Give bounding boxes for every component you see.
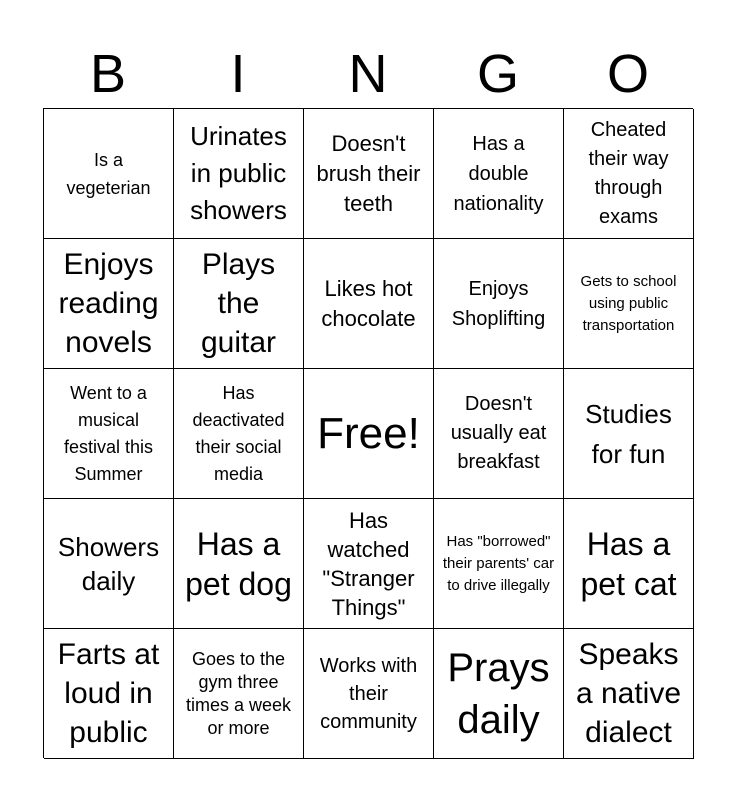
cell-text: Prays daily [447, 645, 550, 742]
cell-text: Farts at loud in public [57, 638, 160, 749]
cell-text: Has "borrowed" their parents' car to drive illegally [442, 532, 555, 594]
bingo-cell[interactable] [564, 239, 694, 369]
free-space[interactable] [304, 369, 434, 499]
bingo-cell[interactable] [304, 499, 434, 629]
bingo-board [43, 108, 693, 758]
cell-text: Gets to school using public transportation [580, 272, 677, 334]
bingo-cell[interactable] [174, 629, 304, 759]
bingo-cell[interactable] [174, 239, 304, 369]
cell-text: Likes hot chocolate [321, 275, 416, 331]
header-letter-o: O [606, 44, 649, 104]
bingo-cell[interactable] [564, 499, 694, 629]
cell-text: Enjoys reading novels [58, 248, 159, 359]
cell-text: Studies for fun [585, 398, 672, 469]
cell-text: Cheated their way through exams [588, 118, 669, 228]
bingo-cell[interactable] [44, 369, 174, 499]
bingo-cell[interactable] [174, 369, 304, 499]
cell-text: Speaks a native dialect [575, 638, 682, 749]
bingo-cell[interactable] [434, 499, 564, 629]
bingo-cell[interactable] [564, 369, 694, 499]
cell-text: Works with their community [319, 654, 418, 733]
cell-text: Enjoys Shoplifting [451, 277, 546, 330]
cell-text: Doesn't brush their teeth [316, 130, 421, 216]
cell-text: Has a pet dog [185, 525, 292, 602]
bingo-cell[interactable] [304, 629, 434, 759]
cell-text: Plays the guitar [200, 248, 277, 359]
bingo-cell[interactable] [44, 239, 174, 369]
bingo-cell[interactable] [304, 239, 434, 369]
bingo-cell[interactable] [564, 629, 694, 759]
bingo-cell[interactable] [44, 629, 174, 759]
header-letter-n: N [348, 44, 388, 104]
bingo-cell[interactable] [434, 109, 564, 239]
cell-text: Has a pet cat [580, 525, 677, 602]
bingo-cell[interactable] [564, 109, 694, 239]
header-letter-i: I [230, 44, 246, 104]
bingo-cell[interactable] [434, 239, 564, 369]
bingo-cell[interactable] [174, 499, 304, 629]
cell-text: Urinates in public showers [190, 121, 287, 225]
bingo-header [43, 40, 693, 108]
bingo-cell[interactable] [434, 369, 564, 499]
header-letter-g: G [476, 44, 519, 104]
header-letter-b: B [89, 44, 127, 104]
cell-text: Is a vegeterian [66, 149, 151, 198]
bingo-cell[interactable] [174, 109, 304, 239]
bingo-cell[interactable] [44, 109, 174, 239]
cell-text: Has a double nationality [453, 132, 544, 215]
cell-text: Has watched "Stranger Things" [322, 507, 415, 620]
cell-text: Went to a musical festival this Summer [63, 382, 154, 484]
cell-text: Doesn't usually eat breakfast [450, 393, 547, 473]
cell-text: Showers daily [57, 531, 160, 596]
bingo-cell[interactable] [44, 499, 174, 629]
bingo-cell[interactable] [304, 109, 434, 239]
bingo-cell[interactable] [434, 629, 564, 759]
cell-text: Has deactivated their social media [192, 382, 285, 484]
cell-text: Goes to the gym three times a week or more [185, 648, 292, 738]
cell-text: Free! [317, 408, 420, 458]
